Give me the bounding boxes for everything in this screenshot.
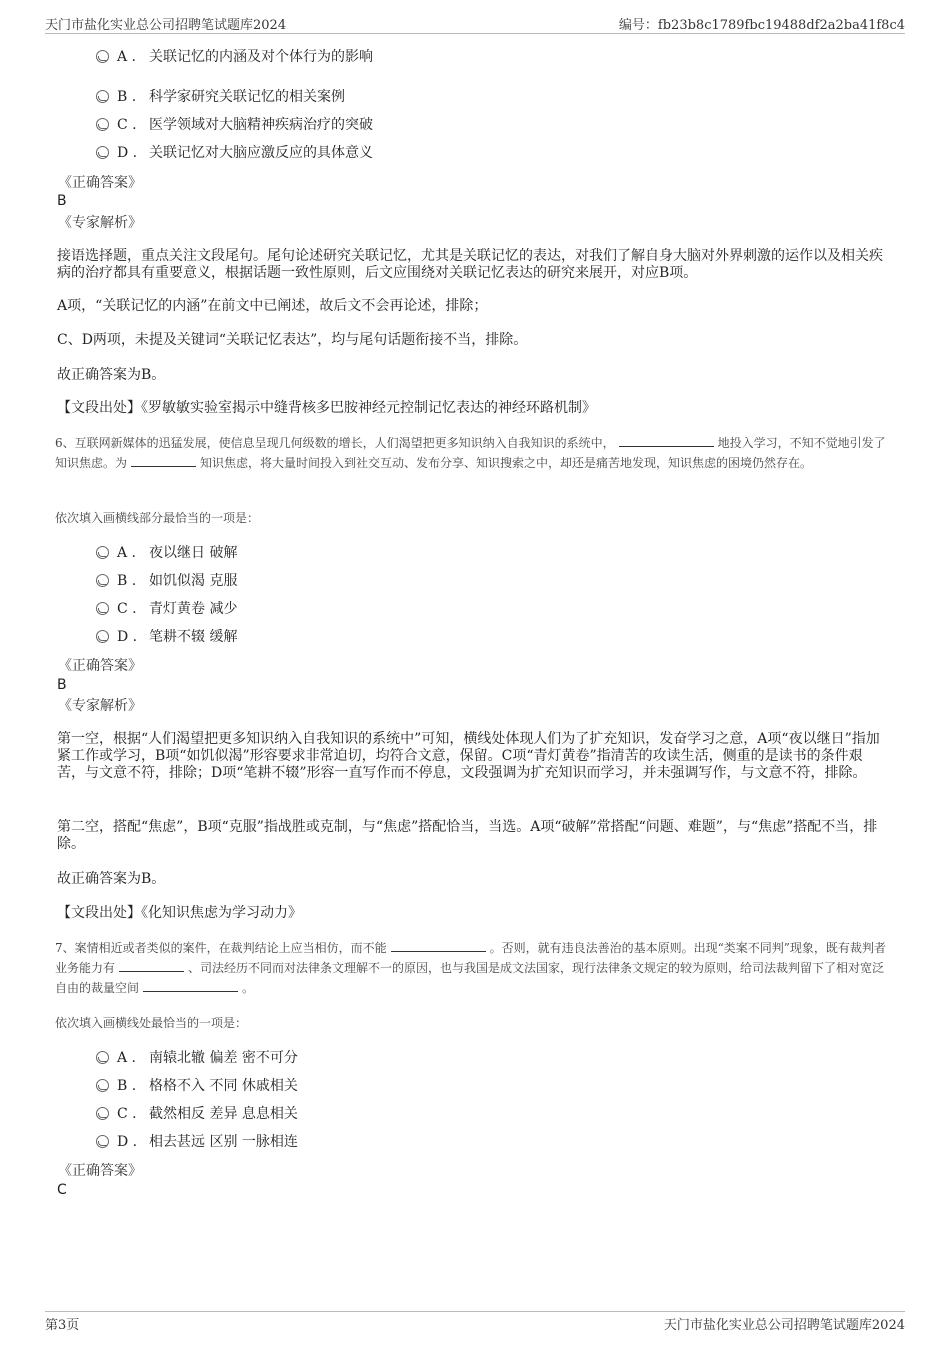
q6-answer: B — [57, 677, 67, 693]
q5-option-d[interactable]: D . 关联记忆对大脑应激反应的具体意义 — [96, 143, 373, 163]
radio-icon[interactable] — [96, 546, 109, 559]
radio-icon[interactable] — [96, 118, 109, 131]
q6-blank-1 — [619, 435, 714, 447]
q5-source: 【文段出处】《罗敏敏实验室揭示中缝背核多巴胺神经元控制记忆表达的神经环路机制》 — [57, 400, 596, 416]
radio-icon[interactable] — [96, 574, 109, 587]
q7-option-a[interactable]: A . 南辕北辙 偏差 密不可分 — [96, 1048, 298, 1068]
radio-icon[interactable] — [96, 146, 109, 159]
radio-icon[interactable] — [96, 1135, 109, 1148]
q5-analysis-paragraph: A项，“关联记忆的内涵”在前文中已阐述，故后文不会再论述，排除； — [57, 298, 488, 314]
q7-prompt: 依次填入画横线处最恰当的一项是： — [55, 1016, 248, 1030]
radio-icon[interactable] — [96, 50, 109, 63]
q5-answer-tag: 《正确答案》 — [58, 175, 142, 191]
page-footer — [45, 1311, 905, 1335]
q6-analysis-paragraph: 第一空，根据“人们渴望把更多知识纳入自我知识的系统中”可知，横线处体现人们为了扩充知识，发奋学习之意，A项“夜以继日”指加紧工作或学习，B项“如饥似渴”形容要求非常迫切，均符合文意，保留。C项“青灯黄卷”指清苦的攻读生活，侧重的是读书的条件艰苦，与文意不符，排除；D项“笔耕不辍”形容一直写作而不停息，文段强调为扩充知识而学习，并未强调写作，与文意不符，排除。 — [57, 731, 880, 781]
q6-answer-tag: 《正确答案》 — [58, 658, 142, 674]
footer-title: 天门市盐化实业总公司招聘笔试题库2024 — [663, 1318, 905, 1333]
radio-icon[interactable] — [96, 602, 109, 615]
radio-icon[interactable] — [96, 1079, 109, 1092]
q7-stem: 7、案情相近或者类似的案件，在裁判结论上应当相仿，而不能 。否则，就有违良法善治的基本原则。出现“类案不同判”现象，既有裁判者业务能力有 、司法经历不同而对法律条文理解不一的原因，也与我国是成文法国家，现行法律条文规定的较为原则，给司法裁判留下了相对宽泛自由的裁量空间 。 — [55, 941, 886, 995]
q5-option-b[interactable]: B . 科学家研究关联记忆的相关案例 — [96, 87, 345, 107]
page-header — [45, 14, 905, 34]
q5-answer: B — [57, 193, 67, 209]
radio-icon[interactable] — [96, 630, 109, 643]
q7-blank-3 — [143, 980, 238, 992]
q6-source: 【文段出处】《化知识焦虑为学习动力》 — [57, 905, 302, 921]
q5-analysis-paragraph: 接语选择题，重点关注文段尾句。尾句论述研究关联记忆，尤其是关联记忆的表达，对我们了解自身大脑对外界刺激的运作以及相关疾病的治疗都具有重要意义，根据话题一致性原则，后文应围绕对关联记忆表达的研究来展开，对应B项。 — [57, 248, 883, 281]
header-serial-number: 编号：fb23b8c1789fbc19488df2a2ba41f8c4 — [618, 18, 905, 33]
radio-icon[interactable] — [96, 90, 109, 103]
radio-icon[interactable] — [96, 1107, 109, 1120]
q7-answer-tag: 《正确答案》 — [58, 1163, 142, 1179]
q6-analysis-tag: 《专家解析》 — [58, 698, 142, 714]
q5-analysis-paragraph: C、D两项，未提及关键词“关联记忆表达”，均与尾句话题衔接不当，排除。 — [57, 332, 528, 348]
q5-analysis-tag: 《专家解析》 — [58, 215, 142, 231]
q6-option-c[interactable]: C . 青灯黄卷 减少 — [96, 599, 237, 619]
q6-option-a[interactable]: A . 夜以继日 破解 — [96, 543, 237, 563]
q6-blank-2 — [131, 455, 196, 467]
q7-answer: C — [57, 1182, 67, 1198]
q6-analysis-paragraph: 第二空，搭配“焦虑”，B项“克服”指战胜或克制，与“焦虑”搭配恰当，当选。A项“破解”常搭配“问题、难题”，与“焦虑”搭配不当，排除。 — [57, 819, 878, 852]
q7-option-c[interactable]: C . 截然相反 差异 息息相关 — [96, 1104, 298, 1124]
q5-option-a[interactable]: A . 关联记忆的内涵及对个体行为的影响 — [96, 47, 373, 67]
q6-prompt: 依次填入画横线部分最恰当的一项是： — [55, 511, 260, 525]
q6-analysis-paragraph: 故正确答案为B。 — [57, 871, 166, 887]
q6-option-d[interactable]: D . 笔耕不辍 缓解 — [96, 627, 237, 647]
q7-option-b[interactable]: B . 格格不入 不同 休戚相关 — [96, 1076, 298, 1096]
radio-icon[interactable] — [96, 1051, 109, 1064]
header-title: 天门市盐化实业总公司招聘笔试题库2024 — [45, 18, 287, 33]
q6-option-b[interactable]: B . 如饥似渴 克服 — [96, 571, 237, 591]
q5-analysis-paragraph: 故正确答案为B。 — [57, 367, 166, 383]
q7-blank-2 — [119, 960, 184, 972]
q6-stem: 6、互联网新媒体的迅猛发展，使信息呈现几何级数的增长，人们渴望把更多知识纳入自我知识的系统中， 地投入学习，不知不觉地引发了知识焦虑。为 知识焦虑，将大量时间投入到社交互动、发布分享、知识搜索之中，却还是痛苦地发现，知识焦虑的困境仍然存在。 — [55, 436, 886, 470]
q7-option-d[interactable]: D . 相去甚远 区别 一脉相连 — [96, 1132, 298, 1152]
page-number: 第3页 — [45, 1318, 80, 1333]
q7-blank-1 — [391, 940, 486, 952]
q5-option-c[interactable]: C . 医学领域对大脑精神疾病治疗的突破 — [96, 115, 373, 135]
